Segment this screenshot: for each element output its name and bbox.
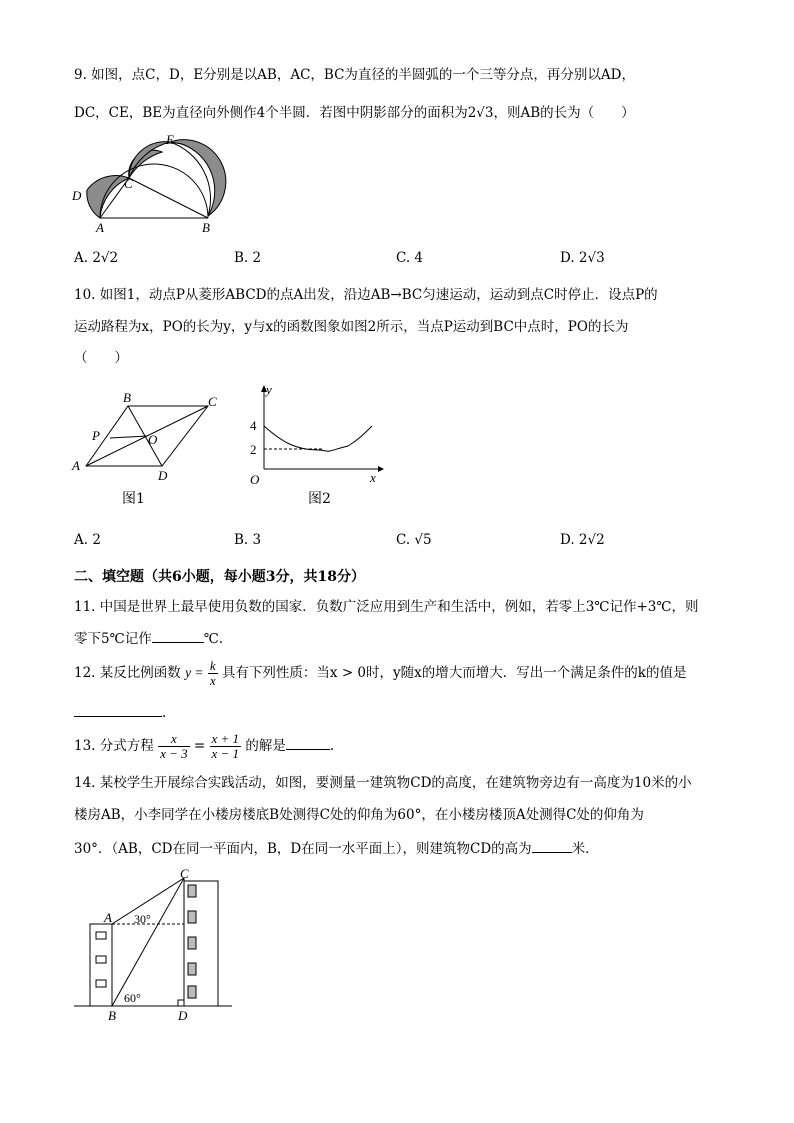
q14-window <box>96 932 106 939</box>
q10-option-d[interactable]: D. 2√2 <box>560 532 605 548</box>
q13-frac2-num: x + 1 <box>211 731 240 746</box>
q12-line2-post: . <box>162 705 167 721</box>
q14-window <box>188 986 196 998</box>
q10-label-2: 2 <box>250 442 257 457</box>
q12-pre: 12. 某反比例函数 <box>74 665 181 681</box>
q9-lune-be-outer <box>170 140 226 216</box>
q9-label-d: D <box>72 188 82 203</box>
q13-line <box>74 730 334 762</box>
q14-line3-post: 米． <box>571 841 599 857</box>
q10-label-o: O <box>148 432 158 447</box>
q14-window <box>188 963 196 975</box>
q11-line2-post: ℃. <box>203 631 224 647</box>
q11-answer-blank[interactable] <box>152 628 204 643</box>
q10-line3: （ ） <box>74 350 128 366</box>
q13-frac1-den: x − 3 <box>160 746 188 761</box>
q10-line1: 10. 如图1，动点P从菱形ABCD的点A出发，沿边AB→BC匀速运动，运动到点C时停止．设点P的 <box>74 287 658 303</box>
q13-post: 的解是 <box>245 738 286 754</box>
q9-line1: 9. 如图，点C，D，E分别是以AB，AC，BC为直径的半圆弧的一个三等分点，再分别以AD， <box>74 67 636 83</box>
q10-x-arrow <box>378 466 384 472</box>
q10-fig1-caption: 图1 <box>122 491 145 507</box>
q14-figure <box>72 866 242 1026</box>
q14-window <box>188 885 196 897</box>
q12-frac-den: x <box>209 673 216 688</box>
q9-label-a: A <box>96 220 104 235</box>
q10-option-a[interactable]: A. 2 <box>74 532 101 548</box>
q10-figure1 <box>70 388 230 508</box>
q14-window <box>96 956 106 963</box>
q10-option-b[interactable]: B. 3 <box>234 532 262 548</box>
q9-lune-ce <box>129 142 170 178</box>
q9-label-c: C <box>124 176 133 191</box>
q14-label-a: A <box>104 910 112 925</box>
q10-figure2 <box>244 380 394 510</box>
q13-pre: 13. 分式方程 <box>74 738 154 754</box>
q10-curve <box>264 426 372 451</box>
q11-line2 <box>74 628 223 648</box>
section-heading: 二、填空题（共6小题，每小题3分，共18分） <box>74 569 365 585</box>
q14-line3-pre: 30°．（AB，CD在同一平面内，B，D在同一水平面上），则建筑物CD的高为 <box>74 841 532 857</box>
q9-line2: DC，CE，BE为直径向外侧作4个半圆．若图中阴影部分的面积为2√3，则AB的长为（ ） <box>74 105 635 121</box>
q13-fraction-right <box>210 732 242 761</box>
q10-label-b: B <box>123 390 131 405</box>
q14-label-b: B <box>108 1008 116 1023</box>
q10-label-a: A <box>72 458 80 473</box>
q13-equals: = <box>193 738 206 754</box>
q9-lune-ad <box>87 176 129 218</box>
q13-frac2-den: x − 1 <box>211 746 240 761</box>
q13-frac1-num: x <box>158 732 190 747</box>
q12-fraction <box>208 659 218 688</box>
q9-option-c[interactable]: C. 4 <box>396 250 424 266</box>
q10-label-4: 4 <box>250 418 257 433</box>
q9-label-b: B <box>202 220 210 235</box>
q11-line1: 11. 中国是世界上最早使用负数的国家．负数广泛应用到生产和生活中，例如，若零上3℃记作+3℃，则 <box>74 599 699 615</box>
q12-line2 <box>74 702 166 722</box>
q13-end: . <box>329 738 335 754</box>
q14-line3 <box>74 838 599 858</box>
q14-answer-blank[interactable] <box>532 838 572 853</box>
q12-frac-num: k <box>209 658 216 673</box>
q10-label-y: y <box>266 382 272 397</box>
q10-segment-po <box>110 436 147 438</box>
q9-option-a[interactable]: A. 2√2 <box>74 250 119 266</box>
q10-label-p: P <box>92 428 100 443</box>
q14-window <box>96 980 106 987</box>
q13-fraction-left <box>158 732 190 761</box>
q9-figure <box>72 130 242 235</box>
q10-option-c[interactable]: C. √5 <box>396 532 432 548</box>
q11-line2-pre: 零下5℃记作 <box>74 631 152 647</box>
q14-right-angle <box>178 1000 184 1006</box>
q10-label-d: D <box>158 468 168 483</box>
q14-window <box>188 911 196 923</box>
q10-fig2-caption: 图2 <box>308 491 331 507</box>
q9-option-d[interactable]: D. 2√3 <box>560 250 605 266</box>
q10-line2: 运动路程为x，PO的长为y，y与x的函数图象如图2所示，当点P运动到BC中点时，PO的长为 <box>74 319 629 335</box>
q12-eq-left: y = <box>185 665 204 680</box>
q14-label-c: C <box>180 866 189 881</box>
q10-label-x: x <box>370 470 376 485</box>
q12-answer-blank[interactable] <box>74 702 162 717</box>
q14-label-60: 60° <box>124 991 141 1005</box>
q14-label-30: 30° <box>134 912 151 926</box>
q10-label-c: C <box>208 394 217 409</box>
q12-line1 <box>74 658 686 688</box>
q14-window <box>188 937 196 949</box>
q9-label-e: E <box>166 132 174 147</box>
q14-sightline-bc <box>112 878 184 1006</box>
q14-line2: 楼房AB，小李同学在小楼房楼底B处测得C处的仰角为60°，在小楼房楼顶A处测得C处的仰角为 <box>74 807 644 823</box>
q12-post: 具有下列性质：当x > 0时，y随x的增大而增大．写出一个满足条件的k的值是 <box>221 665 687 681</box>
q14-line1: 14. 某校学生开展综合实践活动，如图，要测量一建筑物CD的高度，在建筑物旁边有一高度为10米的小 <box>74 775 692 791</box>
q13-answer-blank[interactable] <box>286 735 330 750</box>
q9-option-b[interactable]: B. 2 <box>234 250 262 266</box>
q14-label-d: D <box>178 1008 188 1023</box>
q10-label-origin: O <box>250 472 260 487</box>
